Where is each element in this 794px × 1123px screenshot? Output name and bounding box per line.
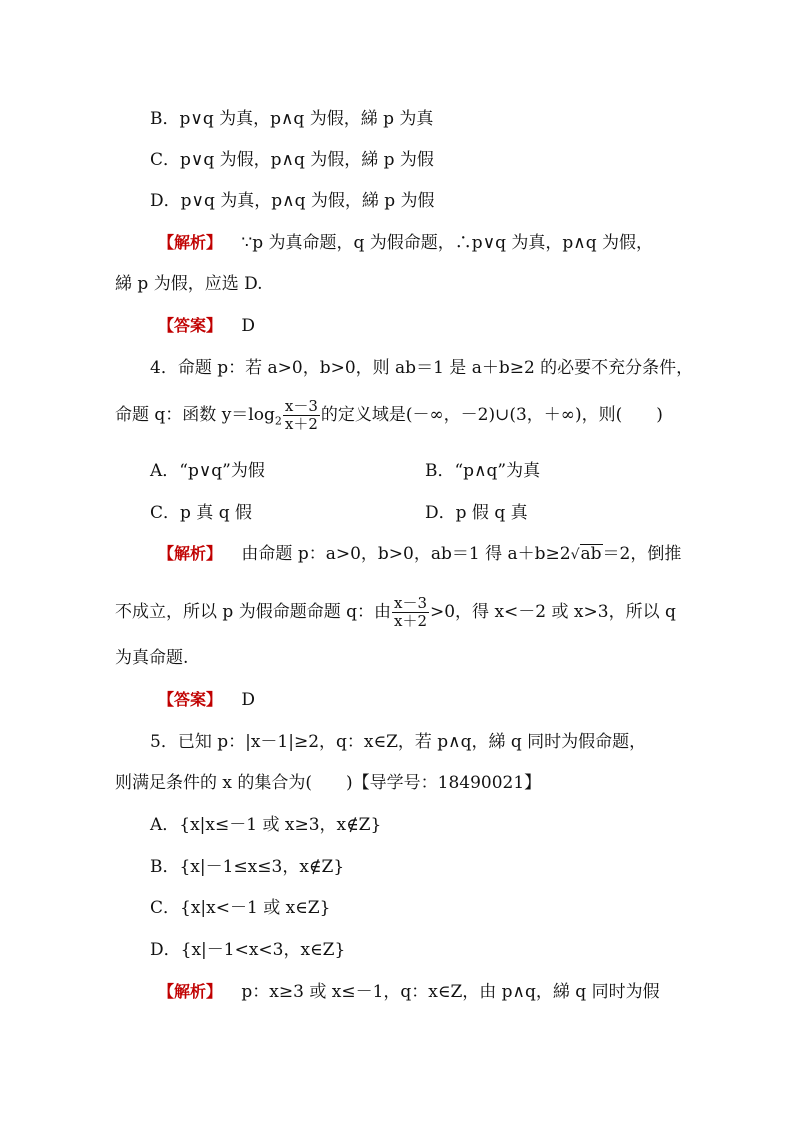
- analysis-text-suffix: >0，得 x<－2 或 x>3，所以 q: [430, 602, 676, 622]
- sqrt-radicand: ab: [580, 544, 602, 564]
- question-4-stem-cont: [115, 398, 663, 433]
- fraction-numerator: x－3: [393, 594, 427, 612]
- option-d-prev: D．p∨q 为真，p∧q 为假，綈 p 为假: [150, 191, 435, 211]
- answer-value: D: [241, 316, 256, 336]
- analysis-text-cont: 綈 p 为假，应选 D.: [115, 274, 263, 294]
- answer-value: D: [241, 690, 256, 710]
- analysis-text: 不成立，所以 p 为假命题命题 q：由: [115, 602, 391, 622]
- analysis-tag: 【解析】: [158, 982, 223, 1001]
- analysis-text: p：x≥3 或 x≤－1，q：x∈Z，由 p∧q，綈 q 同时为假: [241, 982, 660, 1002]
- stem-text: 命题 q：函数 y＝log: [115, 405, 275, 425]
- answer-tag: 【答案】: [158, 690, 223, 709]
- question-5-stem: 5．已知 p：|x－1|≥2，q：x∈Z，若 p∧q，綈 q 同时为假命题，: [150, 732, 647, 752]
- analysis-text-suffix: ＝2，倒推: [602, 544, 682, 564]
- analysis-tag: 【解析】: [158, 544, 223, 563]
- analysis-tag: 【解析】: [158, 233, 223, 252]
- analysis-block: [158, 232, 653, 254]
- question-4-stem: 4．命题 p：若 a>0，b>0，则 ab＝1 是 a＋b≥2 的必要不充分条件，: [150, 358, 694, 378]
- fraction: [392, 595, 429, 630]
- fraction: [283, 398, 320, 433]
- option-b: B．{x|－1≤x≤3，x∉Z}: [150, 857, 345, 877]
- answer-block: [158, 689, 255, 711]
- analysis-text-end: 为真命题.: [115, 648, 189, 668]
- option-a: A．{x|x≤－1 或 x≥3，x∉Z}: [150, 815, 382, 835]
- option-c: C．p 真 q 假: [150, 503, 252, 523]
- analysis-text-cont: [115, 595, 676, 630]
- log-base: 2: [274, 414, 282, 428]
- fraction-numerator: x－3: [284, 397, 318, 415]
- option-c: C．{x|x<－1 或 x∈Z}: [150, 898, 331, 918]
- option-d: D．p 假 q 真: [425, 503, 528, 523]
- answer-block: [158, 315, 255, 337]
- analysis-block: [158, 543, 681, 566]
- option-b-prev: B．p∨q 为真，p∧q 为假，綈 p 为真: [150, 109, 434, 129]
- option-b: B．“p∧q”为真: [425, 461, 541, 481]
- answer-tag: 【答案】: [158, 316, 223, 335]
- sqrt-sign: √: [570, 547, 580, 563]
- question-5-stem-cont: 则满足条件的 x 的集合为( )【导学号：18490021】: [115, 773, 542, 793]
- fraction-denominator: x＋2: [393, 612, 427, 630]
- analysis-block: [158, 981, 660, 1003]
- analysis-text: 由命题 p：a>0，b>0，ab＝1 得 a＋b≥2: [241, 544, 571, 564]
- fraction-denominator: x＋2: [284, 415, 318, 433]
- analysis-text: ∵p 为真命题，q 为假命题，∴p∨q 为真，p∧q 为假，: [241, 233, 654, 253]
- option-c-prev: C．p∨q 为假，p∧q 为假，綈 p 为假: [150, 150, 434, 170]
- option-a: A．“p∨q”为假: [150, 461, 265, 481]
- stem-text-suffix: 的定义域是(－∞，－2)∪(3，＋∞)，则( ): [320, 405, 663, 425]
- option-d: D．{x|－1<x<3，x∈Z}: [150, 940, 346, 960]
